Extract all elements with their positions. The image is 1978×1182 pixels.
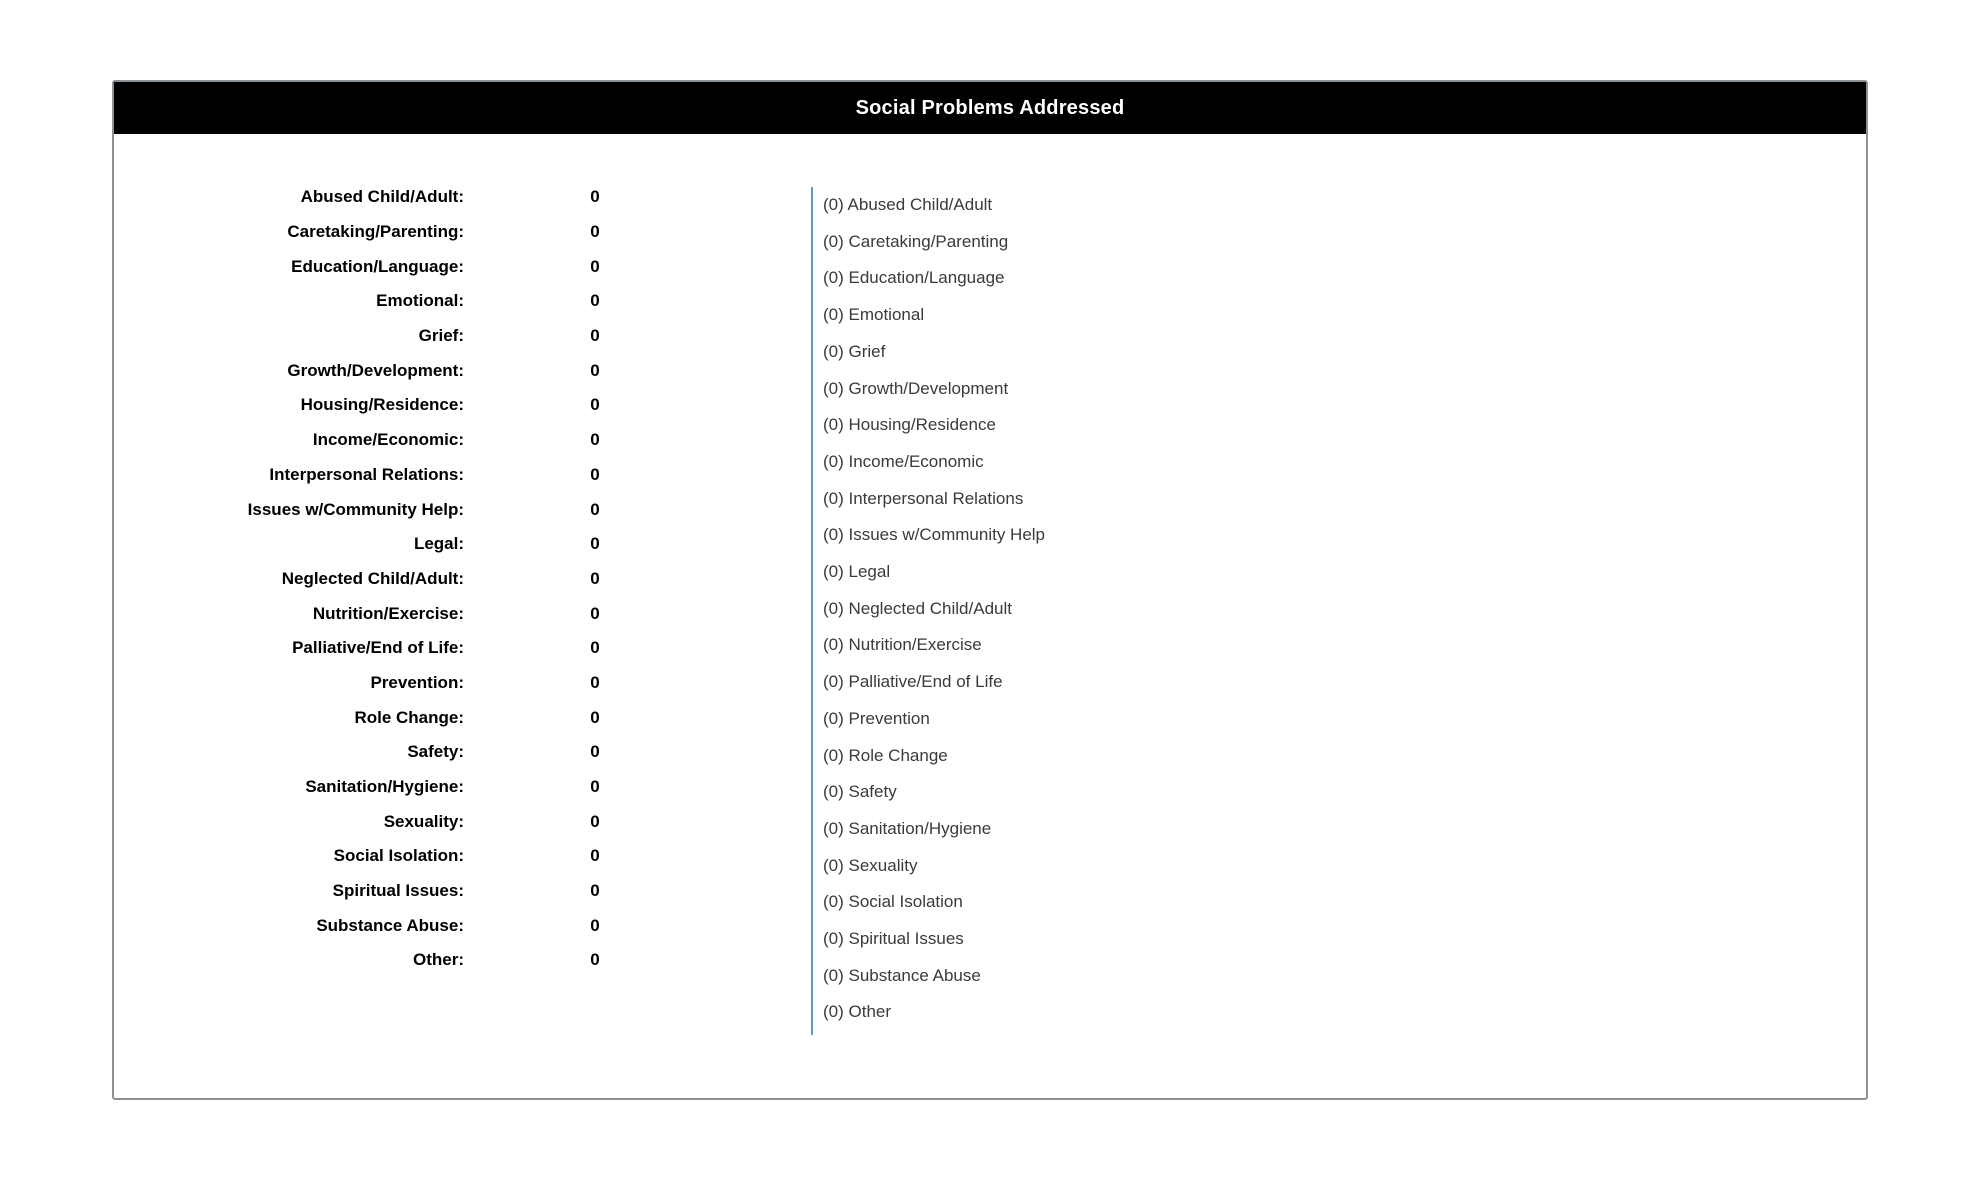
list-item: (0) Nutrition/Exercise [823, 635, 982, 655]
stat-value: 0 [590, 395, 600, 415]
list-item: (0) Spiritual Issues [823, 929, 964, 949]
stat-value: 0 [590, 950, 600, 970]
stat-row [114, 284, 754, 319]
stat-row [114, 215, 754, 250]
stat-label: Palliative/End of Life: [292, 638, 464, 658]
list-item: (0) Substance Abuse [823, 965, 981, 985]
stat-value: 0 [590, 846, 600, 866]
stat-label: Sanitation/Hygiene: [305, 777, 464, 797]
stat-value: 0 [590, 777, 600, 797]
stat-value: 0 [590, 707, 600, 727]
stat-value: 0 [590, 360, 600, 380]
stat-value: 0 [590, 603, 600, 623]
list-item: (0) Role Change [823, 745, 948, 765]
stat-label: Prevention: [370, 672, 464, 692]
list-item: (0) Palliative/End of Life [823, 672, 1003, 692]
stat-value: 0 [590, 326, 600, 346]
list-item: (0) Issues w/Community Help [823, 525, 1046, 545]
stat-row [114, 527, 754, 562]
stat-row [114, 562, 754, 597]
stat-label: Caretaking/Parenting: [287, 222, 464, 242]
stat-row [114, 388, 754, 423]
stat-value: 0 [590, 915, 600, 935]
stat-label: Housing/Residence: [300, 395, 464, 415]
stat-label: Safety: [407, 742, 464, 762]
stat-label: Growth/Development: [287, 360, 464, 380]
stat-label: Issues w/Community Help: [247, 499, 464, 519]
panel-title: Social Problems Addressed [855, 96, 1125, 119]
stat-value: 0 [590, 291, 600, 311]
stat-value: 0 [590, 187, 600, 207]
stat-row [114, 180, 754, 215]
stat-row [114, 874, 754, 909]
list-item: (0) Growth/Development [823, 378, 1009, 398]
list-item: (0) Caretaking/Parenting [823, 231, 1009, 251]
stat-value: 0 [590, 534, 600, 554]
stat-row [114, 319, 754, 354]
stat-row [114, 666, 754, 701]
list-item: (0) Other [823, 1002, 892, 1022]
stat-value: 0 [590, 499, 600, 519]
list-item: (0) Education/Language [823, 268, 1005, 288]
stat-row [114, 770, 754, 805]
stat-row [114, 908, 754, 943]
stat-value: 0 [590, 881, 600, 901]
stat-row [114, 735, 754, 770]
stat-label: Sexuality: [383, 811, 464, 831]
stat-label: Grief: [418, 326, 464, 346]
stat-row [114, 492, 754, 527]
panel-body [114, 134, 1866, 1098]
stat-label: Spiritual Issues: [332, 881, 464, 901]
stat-label: Other: [413, 950, 464, 970]
list-item: (0) Social Isolation [823, 892, 963, 912]
stat-value: 0 [590, 256, 600, 276]
stat-label: Interpersonal Relations: [269, 464, 464, 484]
stat-label: Abused Child/Adult: [300, 187, 464, 207]
panel-header [114, 82, 1866, 134]
stat-value: 0 [590, 672, 600, 692]
stat-label: Substance Abuse: [316, 915, 464, 935]
list-item: (0) Sexuality [823, 855, 918, 875]
stat-row [114, 631, 754, 666]
list-item: (0) Prevention [823, 708, 930, 728]
stat-row [114, 423, 754, 458]
stat-value: 0 [590, 811, 600, 831]
social-problems-panel [112, 80, 1868, 1100]
list-item: (0) Abused Child/Adult [823, 195, 993, 214]
stat-label: Income/Economic: [312, 430, 464, 450]
list-item: (0) Interpersonal Relations [823, 488, 1024, 508]
list-item: (0) Safety [823, 782, 897, 802]
stat-value: 0 [590, 568, 600, 588]
stat-value: 0 [590, 638, 600, 658]
stat-row [114, 596, 754, 631]
stat-value: 0 [590, 430, 600, 450]
stat-row [114, 804, 754, 839]
stats-table [114, 180, 754, 978]
stat-label: Education/Language: [291, 256, 464, 276]
list-item: (0) Housing/Residence [823, 415, 996, 435]
stat-label: Legal: [413, 534, 464, 554]
stat-value: 0 [590, 742, 600, 762]
list-item: (0) Legal [823, 562, 891, 582]
list-item: (0) Grief [823, 341, 886, 361]
stat-label: Nutrition/Exercise: [312, 603, 464, 623]
stat-label: Neglected Child/Adult: [281, 568, 464, 588]
list-item: (0) Neglected Child/Adult [823, 598, 1012, 618]
list-item: (0) Income/Economic [823, 451, 984, 471]
stat-label: Role Change: [354, 707, 464, 727]
stat-row [114, 353, 754, 388]
stat-row [114, 249, 754, 284]
stat-value: 0 [590, 222, 600, 242]
stat-row [114, 943, 754, 978]
stat-value: 0 [590, 464, 600, 484]
stat-label: Social Isolation: [333, 846, 464, 866]
stat-row [114, 839, 754, 874]
list-item: (0) Sanitation/Hygiene [823, 818, 992, 838]
list-item: (0) Emotional [823, 305, 925, 325]
stat-row [114, 458, 754, 493]
stat-row [114, 700, 754, 735]
stat-label: Emotional: [376, 291, 464, 311]
problems-list [811, 187, 1045, 1035]
